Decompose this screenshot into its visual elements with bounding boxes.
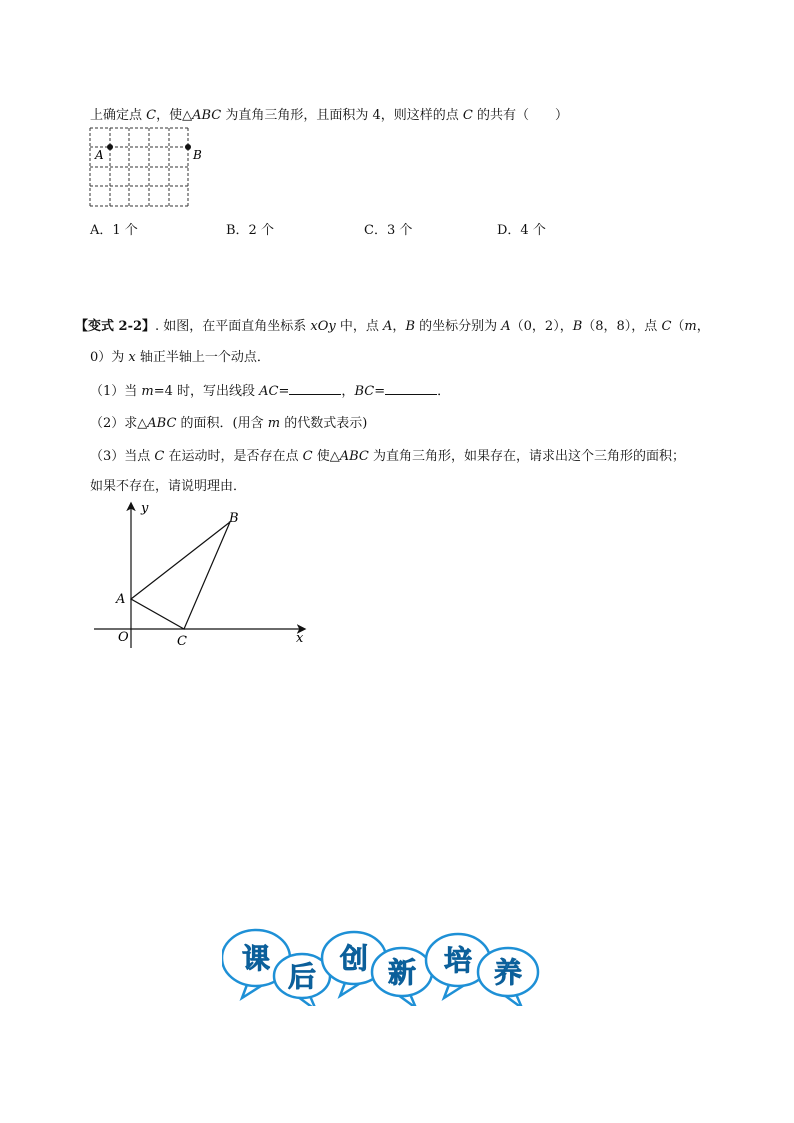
q2-text: ，: [392, 319, 406, 334]
q2-text: 的坐标分别为: [415, 319, 502, 334]
point-a-label: A: [116, 592, 126, 607]
q1-point-c: C: [146, 108, 157, 123]
q2-point-c: C: [661, 319, 672, 334]
q2-triangle-abc: ABC: [339, 449, 369, 464]
q1-stem-text: 为直角三角形，且面积为 4，则这样的点: [221, 108, 463, 123]
q2-text: 的面积．(用含: [176, 416, 268, 431]
q2-text: （2）求△: [90, 416, 148, 431]
grid-point-b: [185, 144, 191, 150]
q2-text: ．: [437, 384, 451, 399]
q2-tag: 【变式 2-2】: [75, 319, 156, 334]
origin-label: O: [118, 630, 129, 645]
banner-char: 后: [287, 960, 317, 993]
banner-char: 新: [387, 956, 417, 989]
q2-part-2: [90, 412, 367, 431]
q1-grid-figure: [86, 124, 216, 210]
grid-label-b: B: [193, 148, 202, 162]
y-axis-label: y: [141, 501, 149, 516]
q2-line-1: [75, 315, 710, 334]
q2-point-b: B: [572, 319, 583, 334]
q1-stem: [90, 104, 568, 123]
q2-point-b: B: [405, 319, 415, 334]
q1-option-a[interactable]: A．1 个: [90, 223, 138, 238]
q2-text: 为直角三角形，如果存在，请求出这个三角形的面积；: [368, 449, 685, 464]
after-class-banner: [222, 928, 542, 1006]
q1-stem-text: 上确定点: [90, 108, 147, 123]
q2-text: ，: [696, 319, 710, 334]
q2-var-m: m: [141, 384, 154, 399]
q2-text: ，: [341, 384, 355, 399]
q2-text: 中，点: [335, 319, 384, 334]
grid-point-a: [107, 144, 113, 150]
q2-part-3: [90, 445, 685, 464]
q2-text: 在运动时，是否存在点: [164, 449, 303, 464]
q2-var-m: m: [267, 416, 281, 431]
banner-char: 培: [443, 944, 473, 977]
banner-char: 创: [339, 942, 369, 975]
q2-text: . 如图，在平面直角坐标系: [155, 319, 311, 334]
triangle-abc: [131, 522, 230, 629]
q2-point-a: A: [383, 319, 393, 334]
q2-text: （3）当点: [90, 449, 155, 464]
q2-line-2: [90, 346, 270, 365]
q2-text: 使△: [312, 449, 340, 464]
grid-label-a: A: [95, 148, 104, 162]
q1-triangle-abc: ABC: [192, 108, 222, 123]
banner-char: 课: [241, 942, 271, 975]
q2-text: =: [278, 384, 290, 399]
point-b-label: B: [229, 511, 239, 526]
q2-text: （8，8），点: [582, 319, 662, 334]
x-axis-label: x: [296, 631, 304, 646]
ac-answer-blank[interactable]: [289, 382, 341, 395]
q2-text: =4 时，写出线段: [153, 384, 260, 399]
q1-option-d[interactable]: D．4 个: [497, 223, 546, 238]
banner-bubble: [372, 948, 432, 1006]
coordinate-graph: [88, 498, 318, 656]
q1-stem-text: 的共有（ ）: [472, 108, 568, 123]
q2-var-x: x: [128, 350, 136, 365]
q2-triangle-abc: ABC: [147, 416, 177, 431]
q2-point-c: C: [302, 449, 313, 464]
q2-text: =: [374, 384, 386, 399]
banner-bubble: [478, 948, 538, 1006]
q2-part-1: [90, 380, 450, 399]
q2-text: （: [671, 319, 685, 334]
q2-segment-ac: AC: [259, 384, 279, 399]
q2-text: 轴正半轴上一个动点．: [135, 350, 270, 365]
q2-text: 0）为: [90, 350, 129, 365]
q1-stem-text: ，使△: [156, 108, 193, 123]
q2-part-3-cont: [90, 475, 246, 494]
q1-option-b[interactable]: B．2 个: [226, 223, 274, 238]
point-c-label: C: [177, 634, 187, 649]
q2-segment-bc: BC: [354, 384, 375, 399]
q2-text: （0，2），: [510, 319, 573, 334]
banner-char: 养: [493, 956, 523, 989]
q2-text: （1）当: [90, 384, 142, 399]
bc-answer-blank[interactable]: [385, 382, 437, 395]
q1-option-c[interactable]: C．3 个: [364, 223, 413, 238]
q2-var-m: m: [684, 319, 697, 334]
q2-text: 如果不存在，请说明理由．: [90, 479, 247, 494]
q2-text: 的代数式表示): [280, 416, 368, 431]
q2-point-c: C: [154, 449, 165, 464]
grid-lines: [90, 128, 188, 206]
q2-point-a: A: [501, 319, 511, 334]
q1-point-c: C: [462, 108, 473, 123]
q2-xoy: xOy: [310, 319, 336, 334]
